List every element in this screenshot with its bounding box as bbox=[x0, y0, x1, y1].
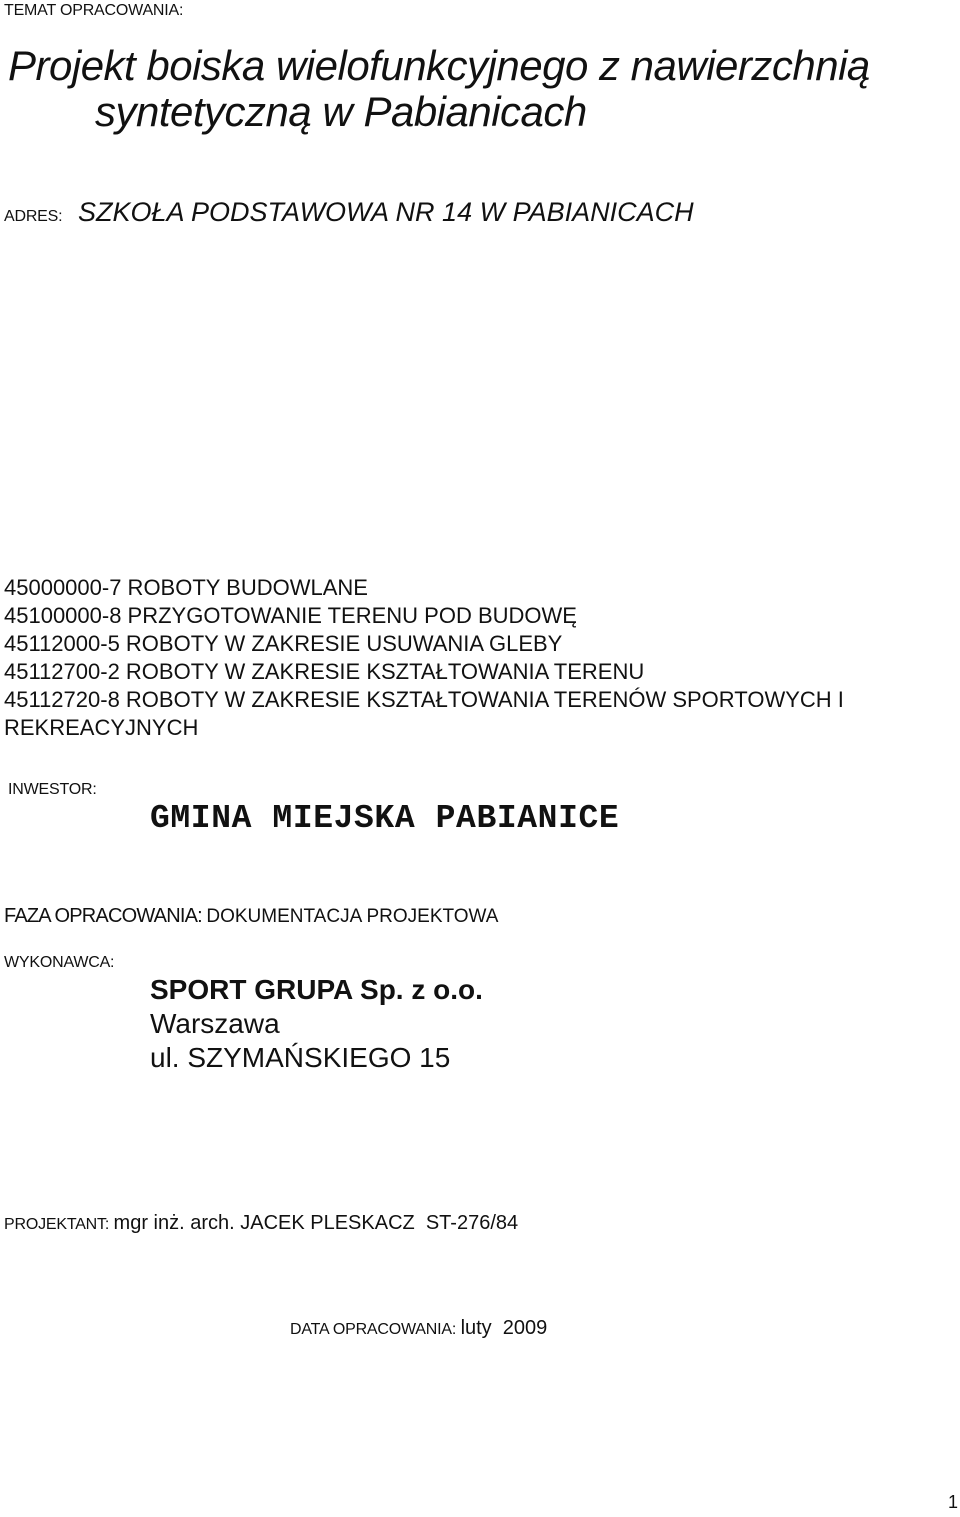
cpv-code-item: 45000000-7 ROBOTY BUDOWLANE bbox=[4, 575, 368, 600]
investor-name: GMINA MIEJSKA PABIANICE bbox=[150, 800, 620, 837]
designer-label: PROJEKTANT: bbox=[4, 1216, 110, 1233]
cpv-code-item: 45100000-8 PRZYGOTOWANIE TERENU POD BUDOWĘ bbox=[4, 603, 577, 628]
topic-label: TEMAT OPRACOWANIA: bbox=[4, 2, 184, 19]
contractor-label: WYKONAWCA: bbox=[4, 954, 115, 971]
phase-row bbox=[4, 905, 498, 928]
date-label: DATA OPRACOWANIA: bbox=[290, 1321, 457, 1338]
contractor-street: ul. SZYMAŃSKIEGO 15 bbox=[150, 1042, 451, 1073]
document-title-line-2: syntetyczną w Pabianicach bbox=[95, 88, 587, 135]
investor-label: INWESTOR: bbox=[8, 781, 97, 798]
cpv-code-item: 45112700-2 ROBOTY W ZAKRESIE KSZTAŁTOWANIA TERENU bbox=[4, 659, 645, 684]
date-value: luty 2009 bbox=[460, 1317, 548, 1339]
contractor-name: SPORT GRUPA Sp. z o.o. bbox=[150, 974, 483, 1005]
address-label: ADRES: bbox=[4, 208, 63, 225]
cpv-code-item: 45112000-5 ROBOTY W ZAKRESIE USUWANIA GLEBY bbox=[4, 631, 563, 656]
cpv-code-item: 45112720-8 ROBOTY W ZAKRESIE KSZTAŁTOWANIA TERENÓW SPORTOWYCH I bbox=[4, 687, 844, 712]
phase-value: DOKUMENTACJA PROJEKTOWA bbox=[206, 906, 499, 927]
designer-value: mgr inż. arch. JACEK PLESKACZ ST-276/84 bbox=[113, 1212, 519, 1234]
contractor-city: Warszawa bbox=[150, 1008, 280, 1039]
address-value: SZKOŁA PODSTAWOWA NR 14 W PABIANICACH bbox=[78, 197, 694, 227]
page-number: 1 bbox=[948, 1492, 959, 1512]
phase-label: FAZA OPRACOWANIA: bbox=[4, 905, 202, 927]
designer-row bbox=[4, 1212, 518, 1235]
cpv-code-item: REKREACYJNYCH bbox=[4, 715, 199, 740]
document-title-line-1: Projekt boiska wielofunkcyjnego z nawierzchnią bbox=[8, 42, 870, 89]
cpv-code-list bbox=[4, 574, 844, 742]
date-row bbox=[290, 1317, 547, 1340]
contractor-block bbox=[150, 973, 483, 1075]
